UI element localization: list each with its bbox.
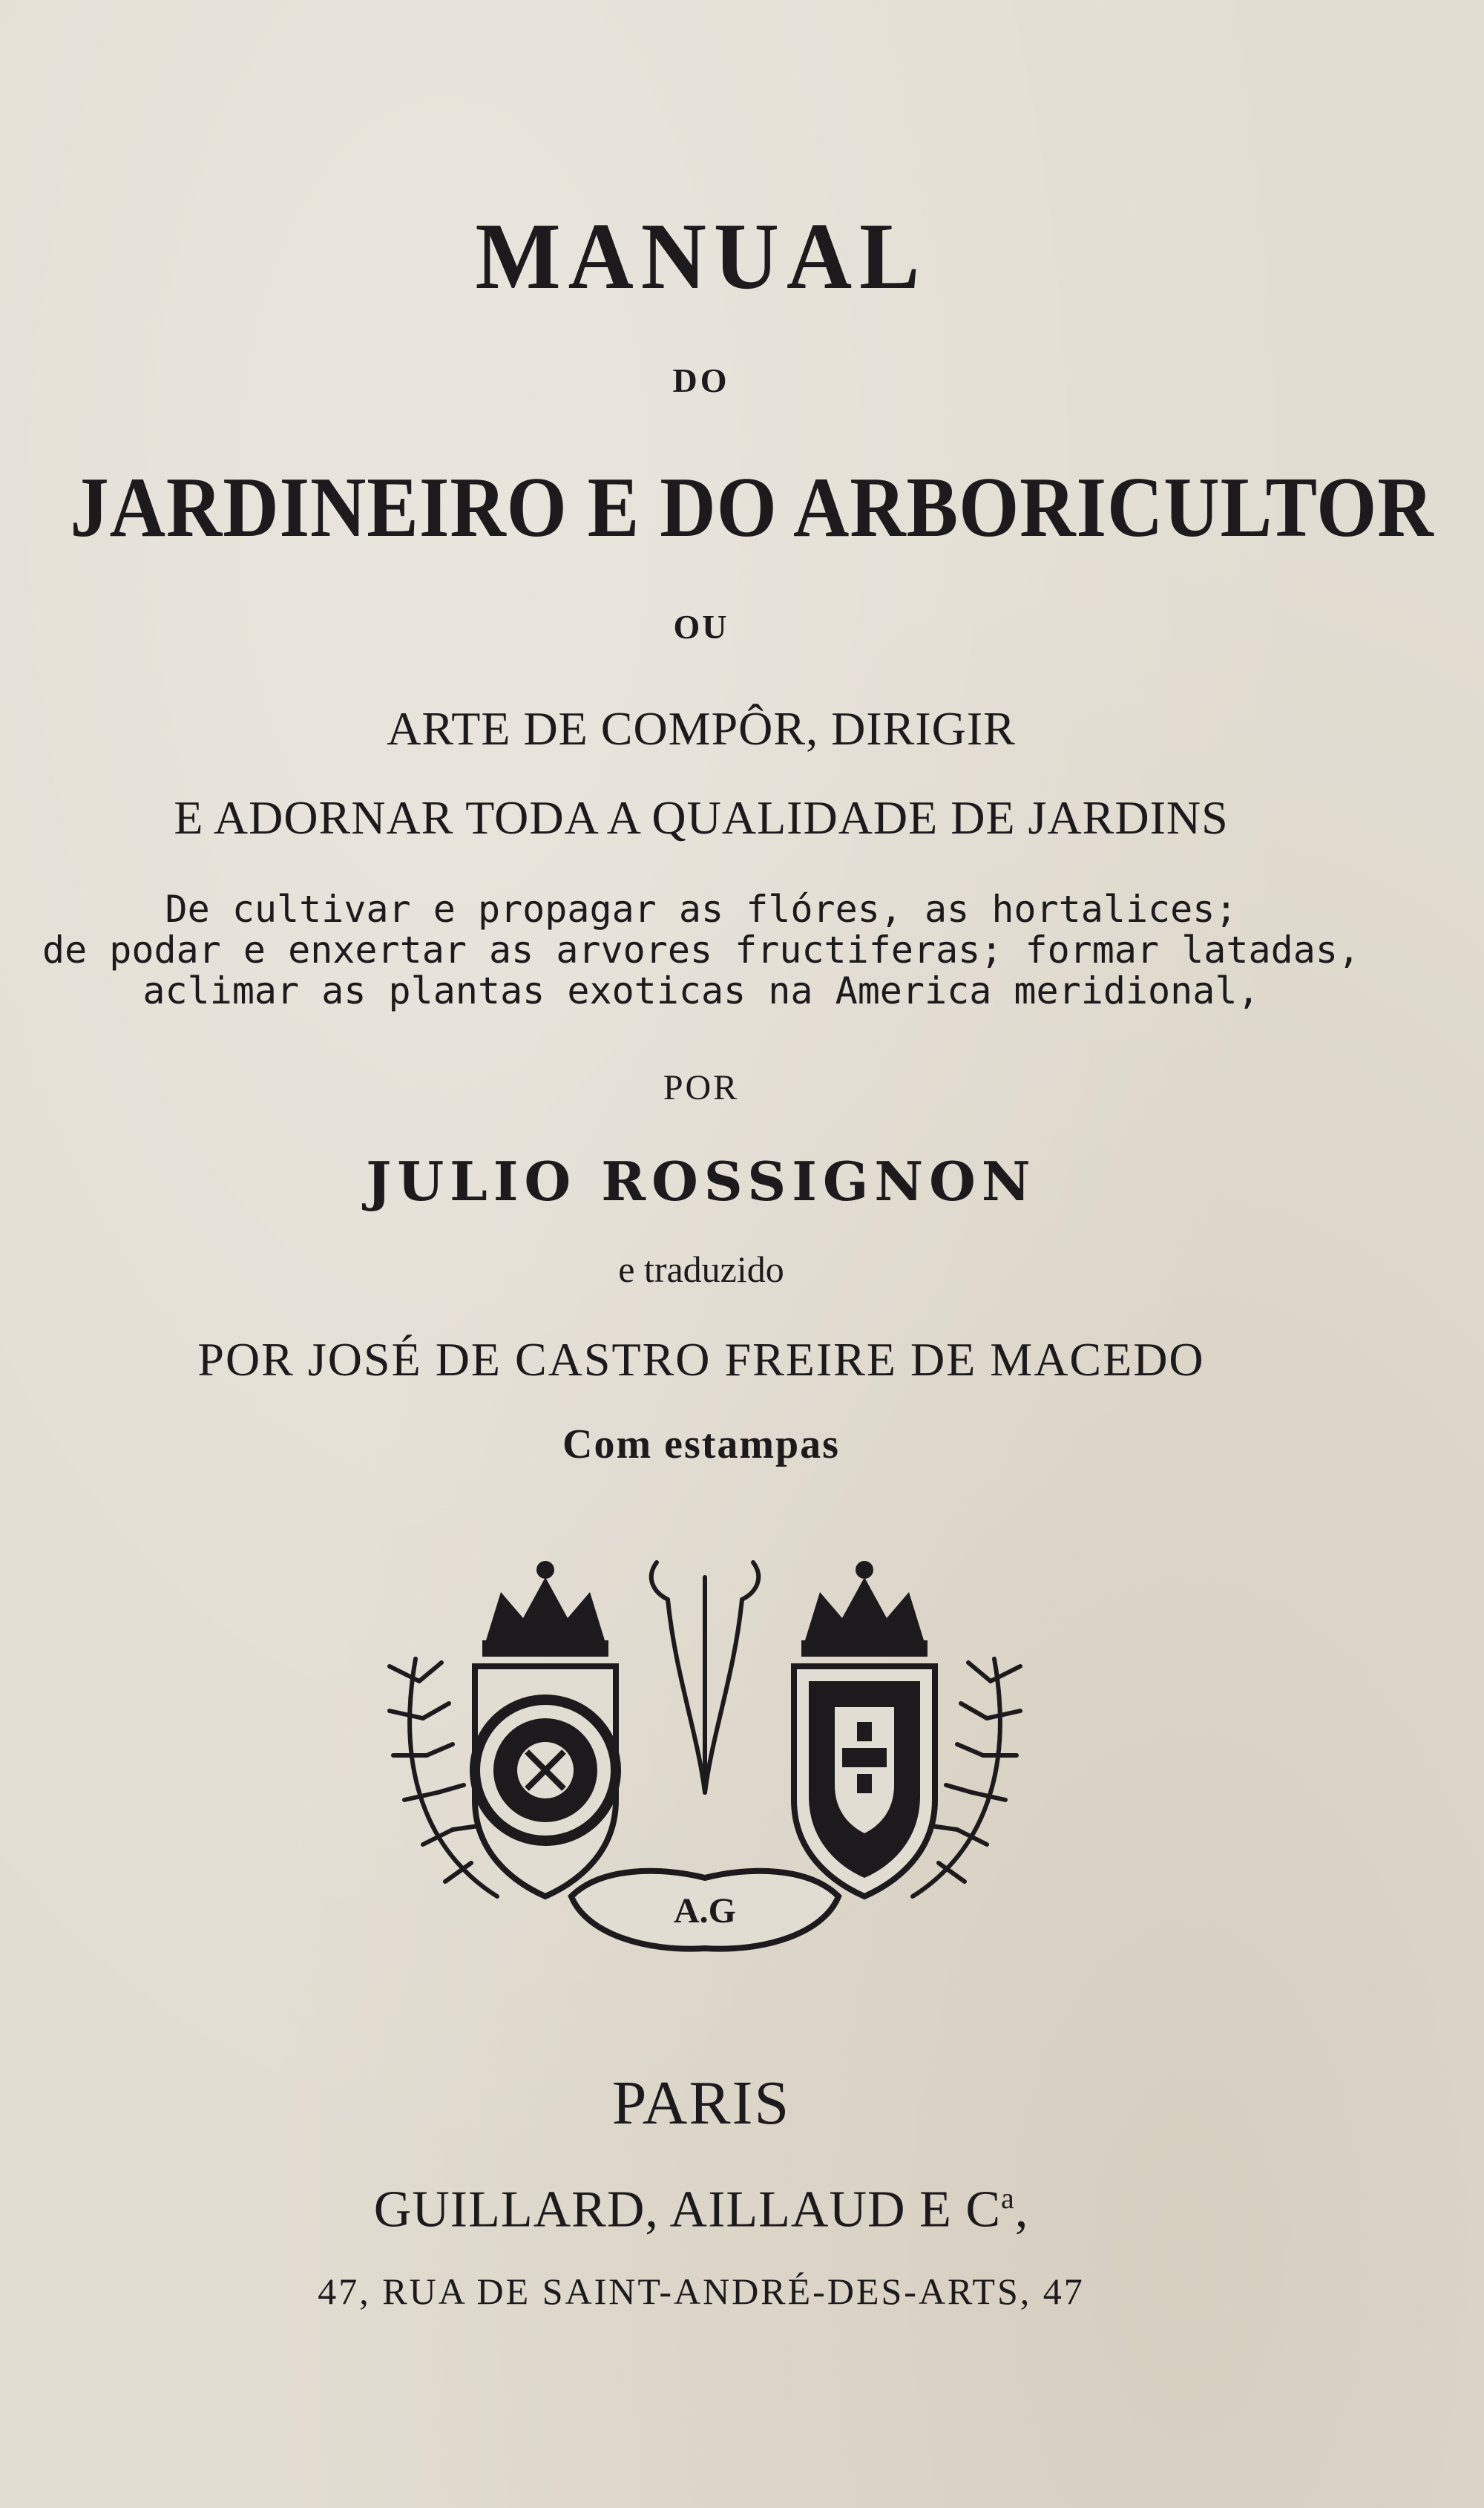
description-line-1: De cultivar e propagar as flóres, as hortalices; bbox=[165, 888, 1238, 931]
subtitle-line-1: ARTE DE COMPÔR, DIRIGIR bbox=[387, 702, 1016, 755]
publisher-address: 47, RUA DE SAINT-ANDRÉ-DES-ARTS, 47 bbox=[318, 2270, 1085, 2312]
imprint-city: PARIS bbox=[611, 2069, 791, 2138]
subtitle-line-2: E ADORNAR TODA A QUALIDADE DE JARDINS bbox=[174, 791, 1229, 844]
title-ou: OU bbox=[673, 608, 729, 646]
by-label: POR bbox=[663, 1068, 740, 1107]
title-manual: MANUAL bbox=[475, 203, 928, 310]
translator-name: POR JOSÉ DE CASTRO FREIRE DE MACEDO bbox=[197, 1333, 1205, 1386]
title-do: DO bbox=[672, 361, 730, 399]
publisher-main: GUILLARD, AILLAUD E C bbox=[373, 2181, 1002, 2239]
description-line-3: aclimar as plantas exoticas na America meridional, bbox=[142, 969, 1260, 1012]
emblem-monogram: A.G bbox=[674, 1891, 736, 1931]
publisher-name bbox=[0, 2181, 1402, 2239]
illustrations-note: Com estampas bbox=[562, 1421, 840, 1467]
publisher-punct: , bbox=[1014, 2181, 1029, 2239]
translated-label: e traduzido bbox=[618, 1248, 784, 1290]
description-line-2: de podar e enxertar as arvores fructiferas; formar latadas, bbox=[42, 929, 1361, 972]
publisher-superscript: a bbox=[1001, 2181, 1015, 2215]
author-name: JULIO ROSSIGNON bbox=[366, 1150, 1037, 1213]
coat-of-arms-emblem bbox=[349, 1548, 1061, 1959]
main-title: JARDINEIRO E DO ARBORICULTOR bbox=[70, 460, 1434, 555]
